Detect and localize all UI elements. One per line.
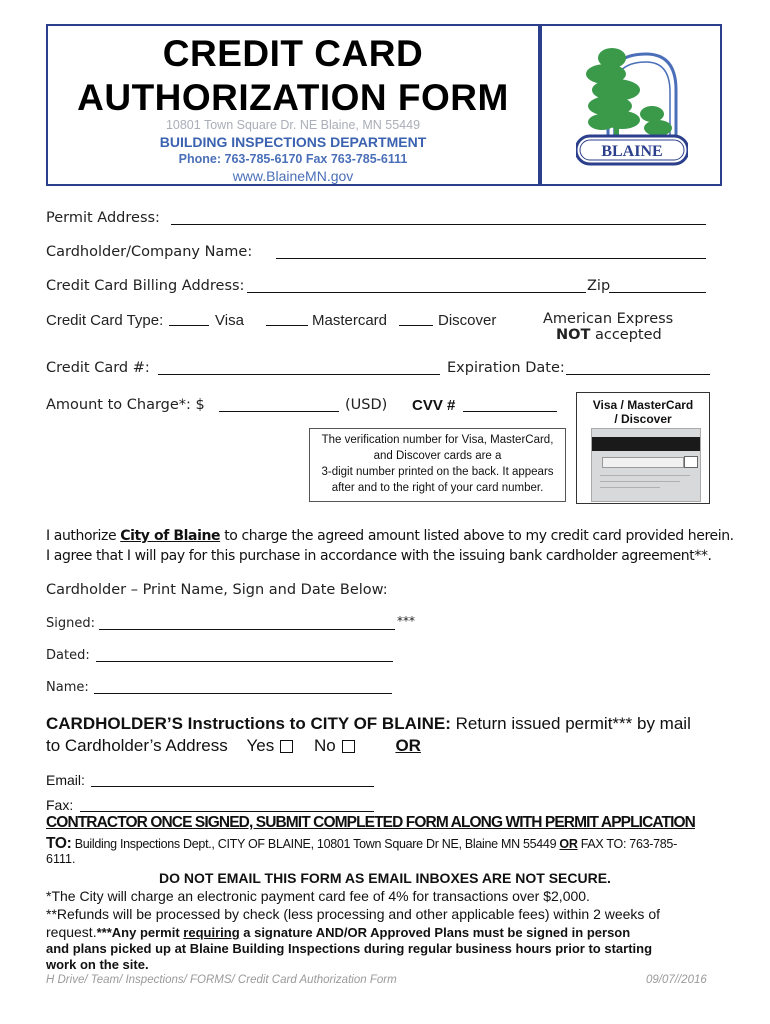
permit-address-label: Permit Address:: [46, 210, 160, 226]
visa-blank[interactable]: [169, 325, 209, 326]
cvv-field[interactable]: [463, 411, 557, 412]
footer-path: H Drive/ Team/ Inspections/ FORMS/ Credit Card Authorization Form: [46, 974, 397, 986]
contractor-or: OR: [559, 837, 578, 851]
blaine-logo: [576, 40, 688, 170]
permit-notice-line3: and plans picked up at Blaine Building Inspections during regular business hours prior to starting: [46, 941, 653, 956]
card-magnetic-stripe: [592, 437, 700, 451]
card-number-field[interactable]: [158, 374, 440, 375]
footer-date: 09/07//2016: [646, 974, 707, 986]
fax-label: Fax:: [46, 797, 74, 813]
card-number-label: Credit Card #:: [46, 360, 150, 376]
card-panel-title-line2: / Discover: [614, 412, 672, 426]
cardholder-company-field[interactable]: [276, 258, 706, 259]
email-label: Email:: [46, 772, 85, 788]
instructions-address: to Cardholder’s Address: [46, 736, 228, 755]
cvv-note-box: [309, 428, 566, 502]
card-panel-title-line1: Visa / MasterCard: [592, 398, 694, 412]
card-type-label: Credit Card Type:: [46, 312, 164, 329]
contractor-fax-end: 6111.: [46, 852, 76, 866]
permit-address-field[interactable]: [171, 224, 706, 225]
cvv-note-line2: and Discover cards are a: [373, 450, 502, 462]
or-label: OR: [395, 736, 421, 755]
form-title-line2: AUTHORIZATION FORM: [77, 77, 509, 118]
authorization-line2: I agree that I will pay for this purchase in accordance with the issuing bank cardholder agreement**.: [46, 548, 712, 564]
email-field[interactable]: [91, 786, 374, 787]
no-label: No: [313, 736, 336, 755]
expiration-label: Expiration Date:: [447, 360, 565, 376]
request-text: request.: [46, 924, 97, 940]
visa-option: Visa: [215, 312, 244, 329]
signed-label: Signed:: [46, 616, 95, 631]
amex-label: American Express: [543, 311, 674, 327]
instructions-rest: Return issued permit*** by mail: [450, 714, 691, 733]
card-text-line: [600, 475, 690, 476]
expiration-field[interactable]: [566, 374, 710, 375]
amex-accepted: accepted: [590, 327, 662, 343]
billing-address-label: Credit Card Billing Address:: [46, 278, 245, 294]
cvv-note-line1: The verification number for Visa, MasterCard,: [321, 434, 554, 446]
instructions-lead: CARDHOLDER’S Instructions to CITY OF BLAINE:: [46, 714, 451, 733]
contractor-fax: FAX TO: 763-785-: [577, 837, 677, 851]
contractor-heading: CONTRACTOR ONCE SIGNED, SUBMIT COMPLETED FORM ALONG WITH PERMIT APPLICATION: [46, 814, 695, 831]
yes-checkbox[interactable]: [280, 740, 293, 753]
cvv-note-line3: 3-digit number printed on the back. It appears: [321, 466, 554, 478]
contractor-to: TO:: [46, 835, 72, 852]
cardholder-company-label: Cardholder/Company Name:: [46, 244, 253, 260]
permit-notice-post: a signature AND/OR Approved Plans must be signed in person: [239, 925, 631, 940]
contractor-address-line: [46, 835, 677, 853]
card-text-line: [600, 481, 680, 482]
mastercard-option: Mastercard: [312, 312, 388, 329]
refunds-notice-line2: [46, 924, 630, 940]
instructions-line1: [46, 714, 691, 734]
dated-label: Dated:: [46, 648, 90, 663]
header-address: 10801 Town Square Dr. NE Blaine, MN 55449: [165, 118, 421, 132]
blaine-logo-text: BLAINE: [601, 143, 663, 160]
yes-label: Yes: [246, 736, 275, 755]
no-checkbox[interactable]: [342, 740, 355, 753]
billing-address-field[interactable]: [247, 292, 586, 293]
fee-notice: *The City will charge an electronic payment card fee of 4% for transactions over $2,000.: [46, 888, 590, 904]
card-example-panel: [576, 392, 710, 504]
card-cvv-box: [684, 456, 698, 468]
header-website[interactable]: www.BlaineMN.gov: [232, 168, 354, 184]
mastercard-blank[interactable]: [266, 325, 308, 326]
amex-not: NOT: [556, 327, 591, 343]
signature-heading: Cardholder – Print Name, Sign and Date Below:: [46, 582, 388, 598]
auth-post: to charge the agreed amount listed above to my credit card provided herein.: [220, 528, 734, 544]
city-of-blaine-link: City of Blaine: [120, 528, 221, 544]
card-text-line: [600, 487, 660, 488]
usd-label: (USD): [345, 397, 388, 413]
refunds-notice-line1: **Refunds will be processed by check (less processing and other applicable fees) within 2 weeks of: [46, 906, 660, 922]
no-email-notice: DO NOT EMAIL THIS FORM AS EMAIL INBOXES ARE NOT SECURE.: [159, 870, 611, 886]
zip-label: Zip: [587, 278, 611, 294]
header-department: BUILDING INSPECTIONS DEPARTMENT: [159, 134, 427, 150]
zip-field[interactable]: [609, 292, 706, 293]
permit-notice-pre: ***Any permit: [96, 925, 184, 940]
discover-option: Discover: [438, 312, 497, 329]
instructions-line2: [46, 736, 421, 756]
permit-notice-line4: work on the site.: [46, 957, 149, 972]
dated-field[interactable]: [96, 661, 393, 662]
header-divider: [538, 26, 542, 184]
contractor-address: Building Inspections Dept., CITY OF BLAINE, 10801 Town Square Dr NE, Blaine MN 55449: [71, 837, 560, 851]
card-signature-strip: [602, 457, 684, 468]
amount-field[interactable]: [219, 411, 339, 412]
form-header: [46, 24, 722, 186]
authorization-line1: [46, 528, 734, 544]
cvv-label: CVV #: [412, 397, 456, 414]
signed-suffix: ***: [397, 614, 415, 628]
card-back-image: [591, 428, 701, 502]
fax-field[interactable]: [80, 811, 374, 812]
auth-pre: I authorize: [46, 528, 121, 544]
signed-field[interactable]: [99, 629, 395, 630]
name-field[interactable]: [94, 693, 392, 694]
amex-not-accepted: [556, 327, 662, 343]
discover-blank[interactable]: [399, 325, 433, 326]
header-phone-fax: Phone: 763-785-6170 Fax 763-785-6111: [178, 152, 408, 166]
amount-label: Amount to Charge*: $: [46, 397, 205, 413]
requiring-text: requiring: [183, 925, 240, 940]
cvv-note-line4: after and to the right of your card number.: [331, 482, 544, 494]
name-label: Name:: [46, 680, 89, 695]
form-title-line1: CREDIT CARD: [162, 33, 424, 74]
